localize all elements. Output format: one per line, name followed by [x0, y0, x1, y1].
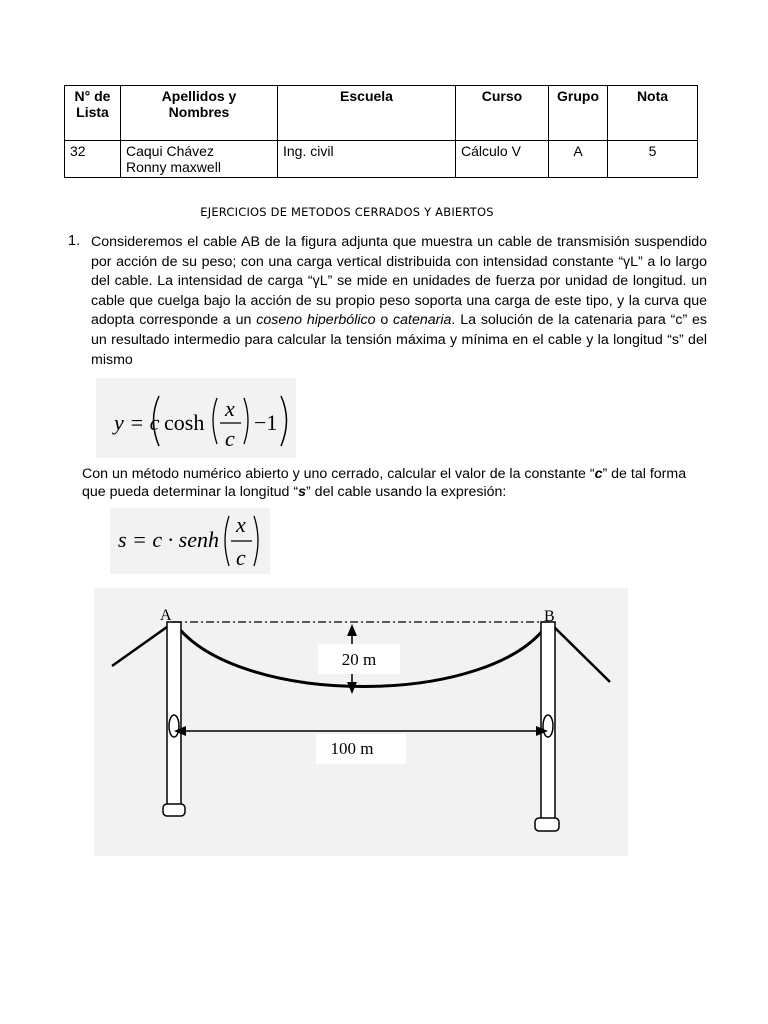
svg-text:c: c	[236, 545, 246, 570]
header-nombres: Apellidos y Nombres	[121, 86, 278, 141]
cell-curso: Cálculo V	[456, 141, 549, 178]
svg-text:y = c: y = c	[114, 410, 160, 435]
svg-text:cosh: cosh	[164, 410, 205, 435]
svg-text:c: c	[225, 426, 235, 451]
left-tower-base	[163, 804, 185, 816]
cell-nombres: Caqui Chávez Ronny maxwell	[121, 141, 278, 178]
left-guy-wire	[112, 622, 174, 666]
cell-lista: 32	[65, 141, 121, 178]
table-row	[65, 141, 698, 178]
length-equation-render	[110, 508, 270, 574]
span-label: 100 m	[330, 739, 374, 758]
svg-text:x: x	[236, 512, 246, 537]
cell-grupo: A	[549, 141, 608, 178]
cell-nota: 5	[608, 141, 698, 178]
page-title: EJERCICIOS DE METODOS CERRADOS Y ABIERTOS	[200, 205, 494, 219]
right-tower-base	[535, 818, 559, 831]
svg-text:x: x	[225, 396, 235, 421]
svg-text:−1: −1	[254, 410, 278, 435]
cable-diagram	[94, 588, 628, 856]
question-number: 1.	[68, 233, 81, 249]
point-a-label: A	[160, 607, 172, 624]
svg-text:s = c · senh: s = c · senh	[118, 527, 219, 552]
header-grupo: Grupo	[549, 86, 608, 141]
question-text: Consideremos el cable AB de la figura adjunta que muestra un cable de transmisión suspendido por acción de su peso; con una carga vertical distribuida con intensidad constante “γL” a lo largo del cable. La intensidad de carga “γL” se mide en unidades de fuerza por unidad de longitud. un cable que cuelga bajo la acción de su propio peso soporta una carga de este tipo, y la curva que adopta corresponde a un coseno hiperbólico o catenaria. La solución de la catenaria para “c” es un resultado intermedio para calcular la tensión máxima y mínima en el cable y la longitud “s” del mismo	[91, 234, 708, 368]
header-nota: Nota	[608, 86, 698, 141]
header-escuela: Escuela	[278, 86, 456, 141]
point-b-label: B	[544, 608, 555, 625]
table-header-row	[65, 86, 698, 141]
catenary-equation	[96, 378, 296, 458]
header-curso: Curso	[456, 86, 549, 141]
right-guy-wire	[549, 622, 610, 682]
catenary-equation-render	[96, 378, 296, 458]
cell-escuela: Ing. civil	[278, 141, 456, 178]
cable-figure	[94, 588, 628, 856]
instruction-text: Con un método numérico abierto y uno cerrado, calcular el valor de la constante “c” de tal forma que pueda determinar la longitud “s” del cable usando la expresión:	[82, 466, 687, 500]
sag-label: 20 m	[341, 650, 377, 669]
header-lista: N° de Lista	[65, 86, 121, 141]
length-equation	[110, 508, 270, 574]
student-info-table	[64, 85, 698, 178]
